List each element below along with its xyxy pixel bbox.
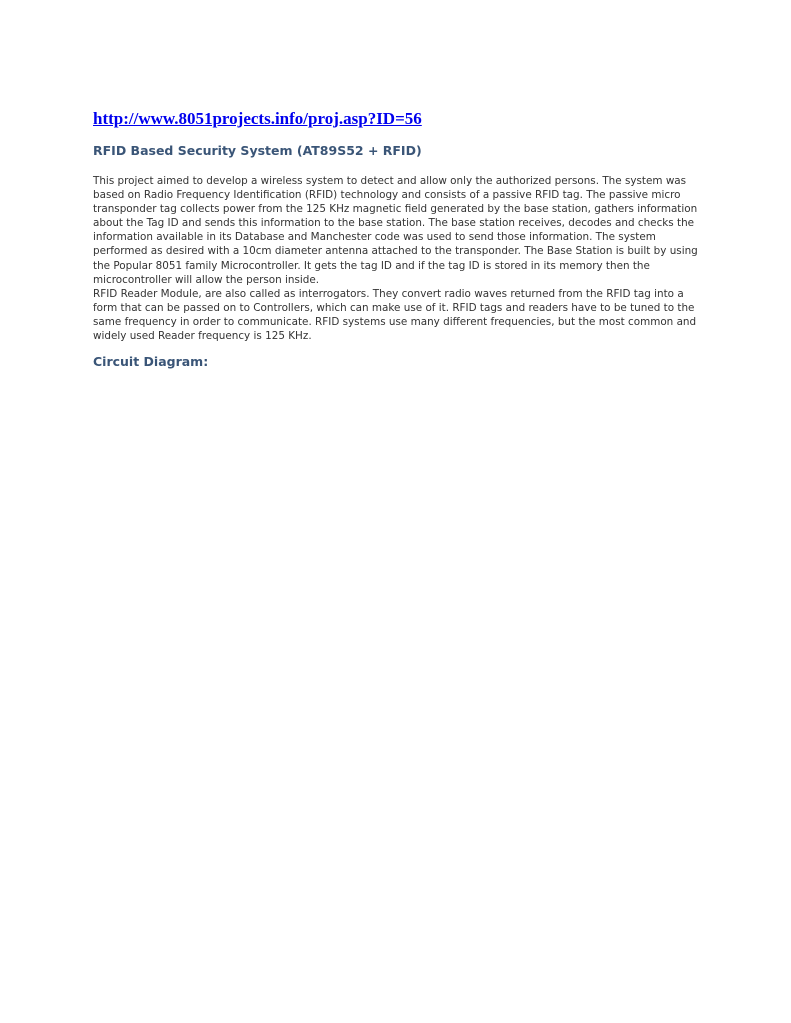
project-description bbox=[93, 174, 703, 343]
source-url-link[interactable]: http://www.8051projects.info/proj.asp?ID=56 bbox=[93, 109, 422, 128]
description-paragraph-1: This project aimed to develop a wireless system to detect and allow only the authorized persons. The system was based on Radio Frequency Identification (RFID) technology and consists of a passive RFID tag. The passive micro transponder tag collects power from the 125 KHz magnetic field generated by the base station, gathers information about the Tag ID and sends this information to the base station. The base station receives, decodes and checks the information available in its Database and Manchester code was used to send those information. The system performed as desired with a 10cm diameter antenna attached to the transponder. The Base Station is built by using the Popular 8051 family Microcontroller. It gets the tag ID and if the tag ID is stored in its memory then the microcontroller will allow the person inside. bbox=[93, 175, 698, 286]
description-paragraph-2: RFID Reader Module, are also called as interrogators. They convert radio waves returned from the RFID tag into a form that can be passed on to Controllers, which can make use of it. RFID tags and readers have to be tuned to the same frequency in order to communicate. RFID systems use many different frequencies, but the most common and widely used Reader frequency is 125 KHz. bbox=[93, 287, 697, 343]
project-title: RFID Based Security System (AT89S52 + RFID) bbox=[93, 143, 422, 158]
circuit-diagram-heading: Circuit Diagram: bbox=[93, 354, 209, 370]
